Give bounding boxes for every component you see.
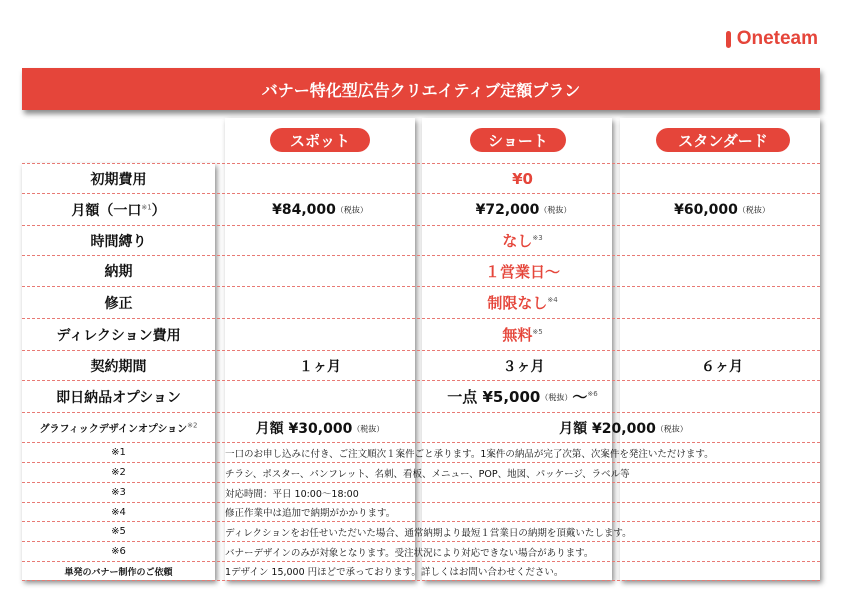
row-delivery: [22, 255, 820, 286]
note-label: ※4: [111, 506, 126, 518]
monthly-standard: ¥60,000（税抜）: [674, 201, 770, 218]
note-label: ※3: [111, 487, 126, 498]
note-label: ※2: [111, 467, 126, 478]
delivery-value: １営業日〜: [484, 262, 560, 281]
row-label: 時間縛り: [90, 233, 147, 250]
note-text: チラシ、ポスター、パンフレット、名刺、看板、メニュー、POP、地図、パッケージ、ラベル等: [225, 468, 630, 480]
row-sameday: [22, 380, 820, 412]
row-label: 納期: [104, 264, 133, 280]
monthly-spot: ¥84,000（税抜）: [272, 201, 368, 218]
oneteam-logo: [726, 28, 818, 50]
row-label: 契約期間: [90, 358, 147, 375]
note-label: 単発のバナー制作のご依頼: [64, 567, 173, 578]
row-label: 即日納品オプション: [56, 389, 181, 406]
contract-spot: １ヶ月: [299, 358, 341, 375]
note-text: 対応時間：平日 10:00〜18:00: [225, 488, 359, 500]
direction-value: 無料$^{※5}$: [502, 326, 543, 344]
row-label: 月額（一口$^{※1}$）: [71, 202, 166, 219]
note-label: ※6: [111, 546, 126, 557]
note-text: 一口のお申し込みに付き、ご注文順次１案件ごと承ります。1案件の納品が完了次第、次案件を発注いただけます。: [225, 448, 714, 460]
row-label: グラフィックデザインオプション$^{※2}$: [39, 421, 198, 435]
row-contract: [22, 350, 820, 380]
time-value: なし$^{※3}$: [502, 232, 543, 250]
note-row: [22, 521, 820, 541]
note-row: [22, 541, 820, 561]
row-revision: [22, 286, 820, 318]
logo-text: Oneteam: [736, 28, 818, 49]
note-row: [22, 502, 820, 521]
plan-badge-spot: スポット: [270, 128, 370, 152]
plan-badge-standard: スタンダード: [656, 128, 790, 152]
row-initial: [22, 163, 820, 193]
note-row: [22, 482, 820, 502]
page-title: バナー特化型広告クリエイティブ定額プラン: [22, 68, 820, 110]
note-text: 修正作業中は追加で納期がかかります。: [225, 508, 396, 519]
revision-value: 制限なし$^{※4}$: [487, 294, 558, 312]
contract-short: ３ヶ月: [502, 358, 545, 375]
note-text: バナーデザインのみが対象となります。受注状況により対応できない場合があります。: [225, 547, 594, 559]
note-label: ※5: [111, 526, 126, 537]
row-monthly: [22, 193, 820, 225]
graphic-short-standard: 月額 ¥20,000（税抜）: [559, 420, 688, 437]
note-row: [22, 462, 820, 482]
contract-standard: ６ヶ月: [701, 358, 743, 375]
plan-badge-short: ショート: [470, 128, 566, 152]
note-text: ディレクションをお任せいただいた場合、通常納期より最短１営業日の納期を頂戴いたします。: [225, 527, 632, 539]
row-label: ディレクション費用: [56, 327, 181, 344]
note-label: ※1: [111, 447, 126, 458]
initial-value: ¥0: [512, 169, 533, 188]
row-label: 初期費用: [90, 171, 147, 188]
row-graphic: [22, 412, 820, 442]
row-direction: [22, 318, 820, 350]
note-text: 1デザイン 15,000 円ほどで承っております。詳しくはお問い合わせください。: [225, 567, 564, 578]
monthly-short: ¥72,000（税抜）: [475, 201, 572, 218]
row-time: [22, 225, 820, 255]
note-row: [22, 561, 820, 581]
row-label: 修正: [104, 295, 133, 312]
graphic-spot: 月額 ¥30,000（税抜）: [255, 420, 385, 437]
note-row: [22, 442, 820, 462]
sameday-value: 一点 ¥5,000（税抜）〜$^{※6}$: [447, 388, 598, 406]
